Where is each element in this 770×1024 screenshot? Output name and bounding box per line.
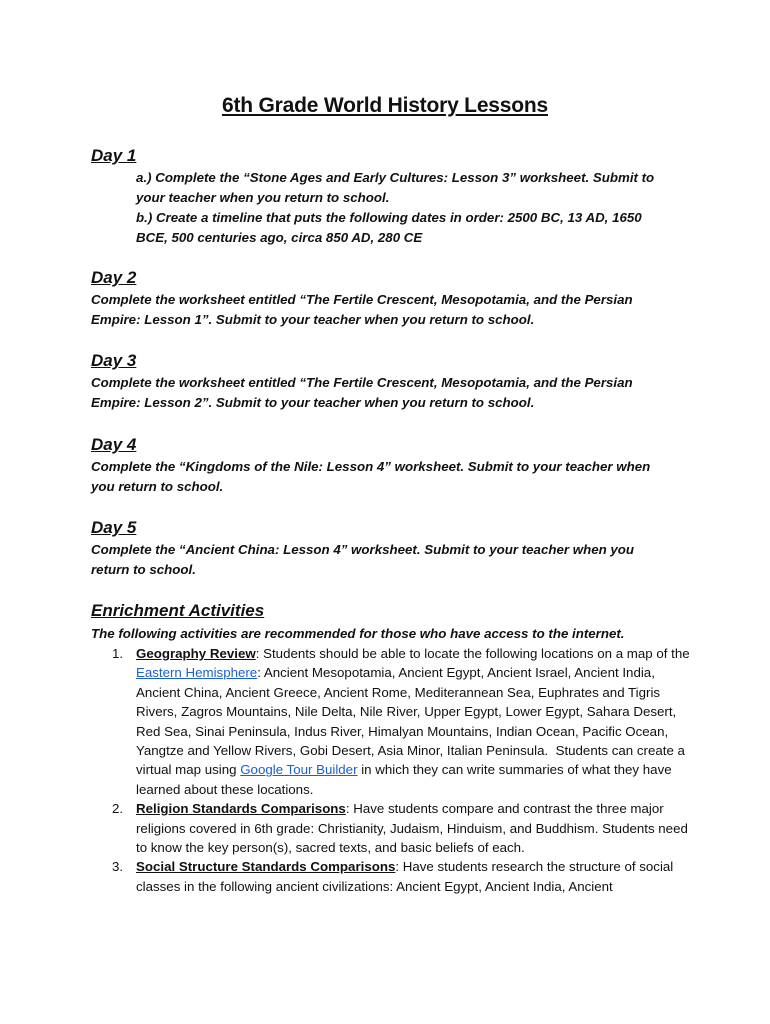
item-text: : Have students compare and contrast the three major religions covered in 6th grade: Christianity, Judaism, Hinduism, and Buddhism. Students need to know the key person(s), sacred texts, and basic beliefs of each. [136,801,688,856]
item-text: : Have students research the structure of social classes in the following ancient civilizations: Ancient Egypt, Ancient India, Ancient [136,859,674,894]
item-text: : Ancient Mesopotamia, Ancient Egypt, Ancient Israel, Ancient India, Ancient China, Ancient Greece, Ancient Rome, Mediterannean Sea, Euphrates and Tigris Rivers, Zagros Mountains, Nile Delta, Nile River, Upper Egypt, Lower Egypt, Sahara Desert, Red Sea, Sinai Peninsula, Indus River, Himalyan Mountains, Indian Ocean, Pacific Ocean, Yangtze and Yellow Rivers, Gobi Desert, Asia Minor, Italian Peninsula. Students can create a virtual map using [136,665,685,778]
enrichment-item-geography [91,644,691,799]
enrichment-item-religion [91,799,691,857]
day-5-line: Complete the “Ancient China: Lesson 4” worksheet. Submit to your teacher when you [91,542,635,557]
day-3-line: Empire: Lesson 2”. Submit to your teacher when you return to school. [91,395,535,410]
geography-review-label: Geography Review [136,646,256,661]
day-4-line: Complete the “Kingdoms of the Nile: Lesson 4” worksheet. Submit to your teacher when [91,459,651,474]
enrichment-item-social-structure [91,857,691,896]
day-5-body [91,540,691,580]
enrichment-intro: The following activities are recommended for those who have access to the internet. [91,626,625,641]
day-4-line: you return to school. [91,479,224,494]
google-tour-builder-link[interactable]: Google Tour Builder [240,762,358,778]
religion-comparisons-label: Religion Standards Comparisons [136,801,346,817]
day-2-line: Empire: Lesson 1”. Submit to your teacher when you return to school. [91,312,535,327]
enrichment-list [91,644,691,896]
day-3-body [91,373,691,413]
day-4-body [91,457,691,497]
enrichment-heading: Enrichment Activities [91,601,265,620]
eastern-hemisphere-link[interactable]: Eastern Hemisphere [136,665,258,681]
page-title: 6th Grade World History Lessons [222,94,548,117]
list-number: 2. [112,801,124,817]
day-3-line: Complete the worksheet entitled “The Fertile Crescent, Mesopotamia, and the Persian [91,375,633,390]
day-1-body [136,168,696,248]
day-1-line: b.) Create a timeline that puts the following dates in order: 2500 BC, 13 AD, 1650 [136,210,642,225]
item-text: : Students should be able to locate the following locations on a map of the [255,646,690,661]
day-3-heading: Day 3 [91,351,137,370]
day-4-heading: Day 4 [91,435,137,454]
list-number: 3. [112,859,124,875]
day-2-heading: Day 2 [91,268,137,287]
day-1-line: your teacher when you return to school. [136,190,390,205]
day-1-line: a.) Complete the “Stone Ages and Early Cultures: Lesson 3” worksheet. Submit to [136,170,655,185]
day-1-heading: Day 1 [91,146,137,165]
day-5-line: return to school. [91,562,196,577]
day-2-body [91,290,691,330]
day-5-heading: Day 5 [91,518,137,537]
day-2-line: Complete the worksheet entitled “The Fertile Crescent, Mesopotamia, and the Persian [91,292,633,307]
day-1-line: BCE, 500 centuries ago, circa 850 AD, 280 CE [136,230,423,245]
social-structure-label: Social Structure Standards Comparisons [136,859,396,875]
list-number: 1. [112,646,124,661]
item-text: in which they can write summaries of what they have learned about these locations. [136,762,672,797]
